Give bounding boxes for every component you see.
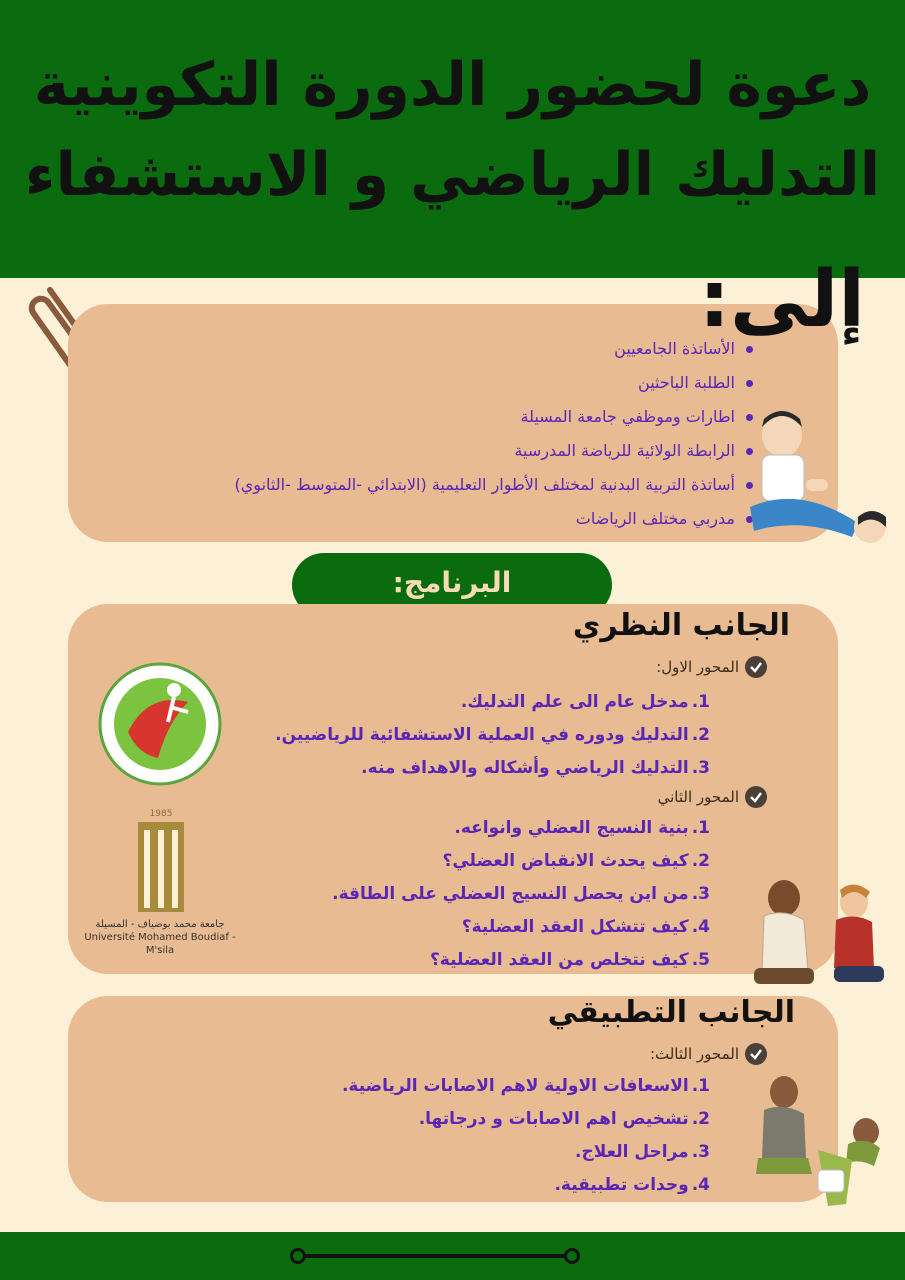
title-line-1: دعوة لحضور الدورة التكوينية [33,50,872,120]
list-item: 5.كيف نتخلص من العقد العضلية؟ [429,950,710,970]
list-item: 4.كيف تتشكل العقد العضلية؟ [461,917,710,937]
list-item: 3.التدليك الرياضي وأشكاله والاهداف منه. [361,758,710,778]
check-circle-icon [745,786,767,808]
institute-logo [98,662,222,786]
bandage-illustration [748,1074,888,1214]
list-item: 1.مدخل عام الى علم التدليك. [460,692,710,712]
practice-title: الجانب التطبيقي [547,995,795,1030]
audience-item: اطارات وموظفي جامعة المسيلة [65,400,755,434]
axis3-list [342,1070,710,1202]
massage-illustration [740,405,900,550]
svg-text:1985: 1985 [149,809,173,819]
program-label: البرنامج: [292,553,612,617]
list-item: 2.التدليك ودوره في العملية الاستشفائية للرياضيين. [275,725,710,745]
audience-item: أساتذة التربية البدنية لمختلف الأطوار التعليمية (الابتدائي -المتوسط -الثانوي) [65,468,755,502]
footer-dot [290,1248,306,1264]
axis2-label: المحور الثاني [657,788,739,806]
list-item: 1.الاسعافات الاولية لاهم الاصابات الرياضية. [341,1076,710,1096]
axis1-label: المحور الاول: [656,658,739,676]
audience-item: مدربي مختلف الرياضات [65,502,755,536]
audience-label: إلى: [698,255,865,345]
list-item: 3.مراحل العلاج. [574,1142,710,1162]
check-circle-icon [745,656,767,678]
footer-line [298,1254,574,1258]
audience-list [65,332,755,536]
list-item: 2.كيف يحدث الانقباض العضلي؟ [442,851,710,871]
check-circle-icon [745,1043,767,1065]
audience-item: الرابطة الولائية للرياضة المدرسية [65,434,755,468]
title-line-2: التدليك الرياضي و الاستشفاء [24,140,881,210]
list-item: 2.تشخيص اهم الاصابات و درجاتها. [418,1109,710,1129]
first-aid-illustration [744,876,894,988]
audience-item: الأساتذة الجامعيين [65,332,755,366]
university-logo [126,806,196,914]
header-banner [0,0,905,278]
axis1-list [275,686,710,785]
footer-dot [564,1248,580,1264]
footer-bar [0,1232,905,1280]
list-item: 4.وحدات تطبيقية. [554,1175,710,1195]
list-item: 3.من اين يحصل النسيج العضلي على الطاقة. [332,884,710,904]
audience-item: الطلبة الباحثين [65,366,755,400]
axis2-list [332,812,710,977]
axis3-heading [650,1043,767,1065]
axis3-label: المحور الثالث: [649,1045,739,1063]
university-caption: جامعة محمد بوضياف - المسيلة Université Mohamed Boudiaf - M'sila [84,919,236,956]
axis2-heading [658,786,767,808]
theory-title: الجانب النظري [572,608,790,643]
list-item: 1.بنية النسيج العضلي وانواعه. [454,818,710,838]
axis1-heading [656,656,767,678]
